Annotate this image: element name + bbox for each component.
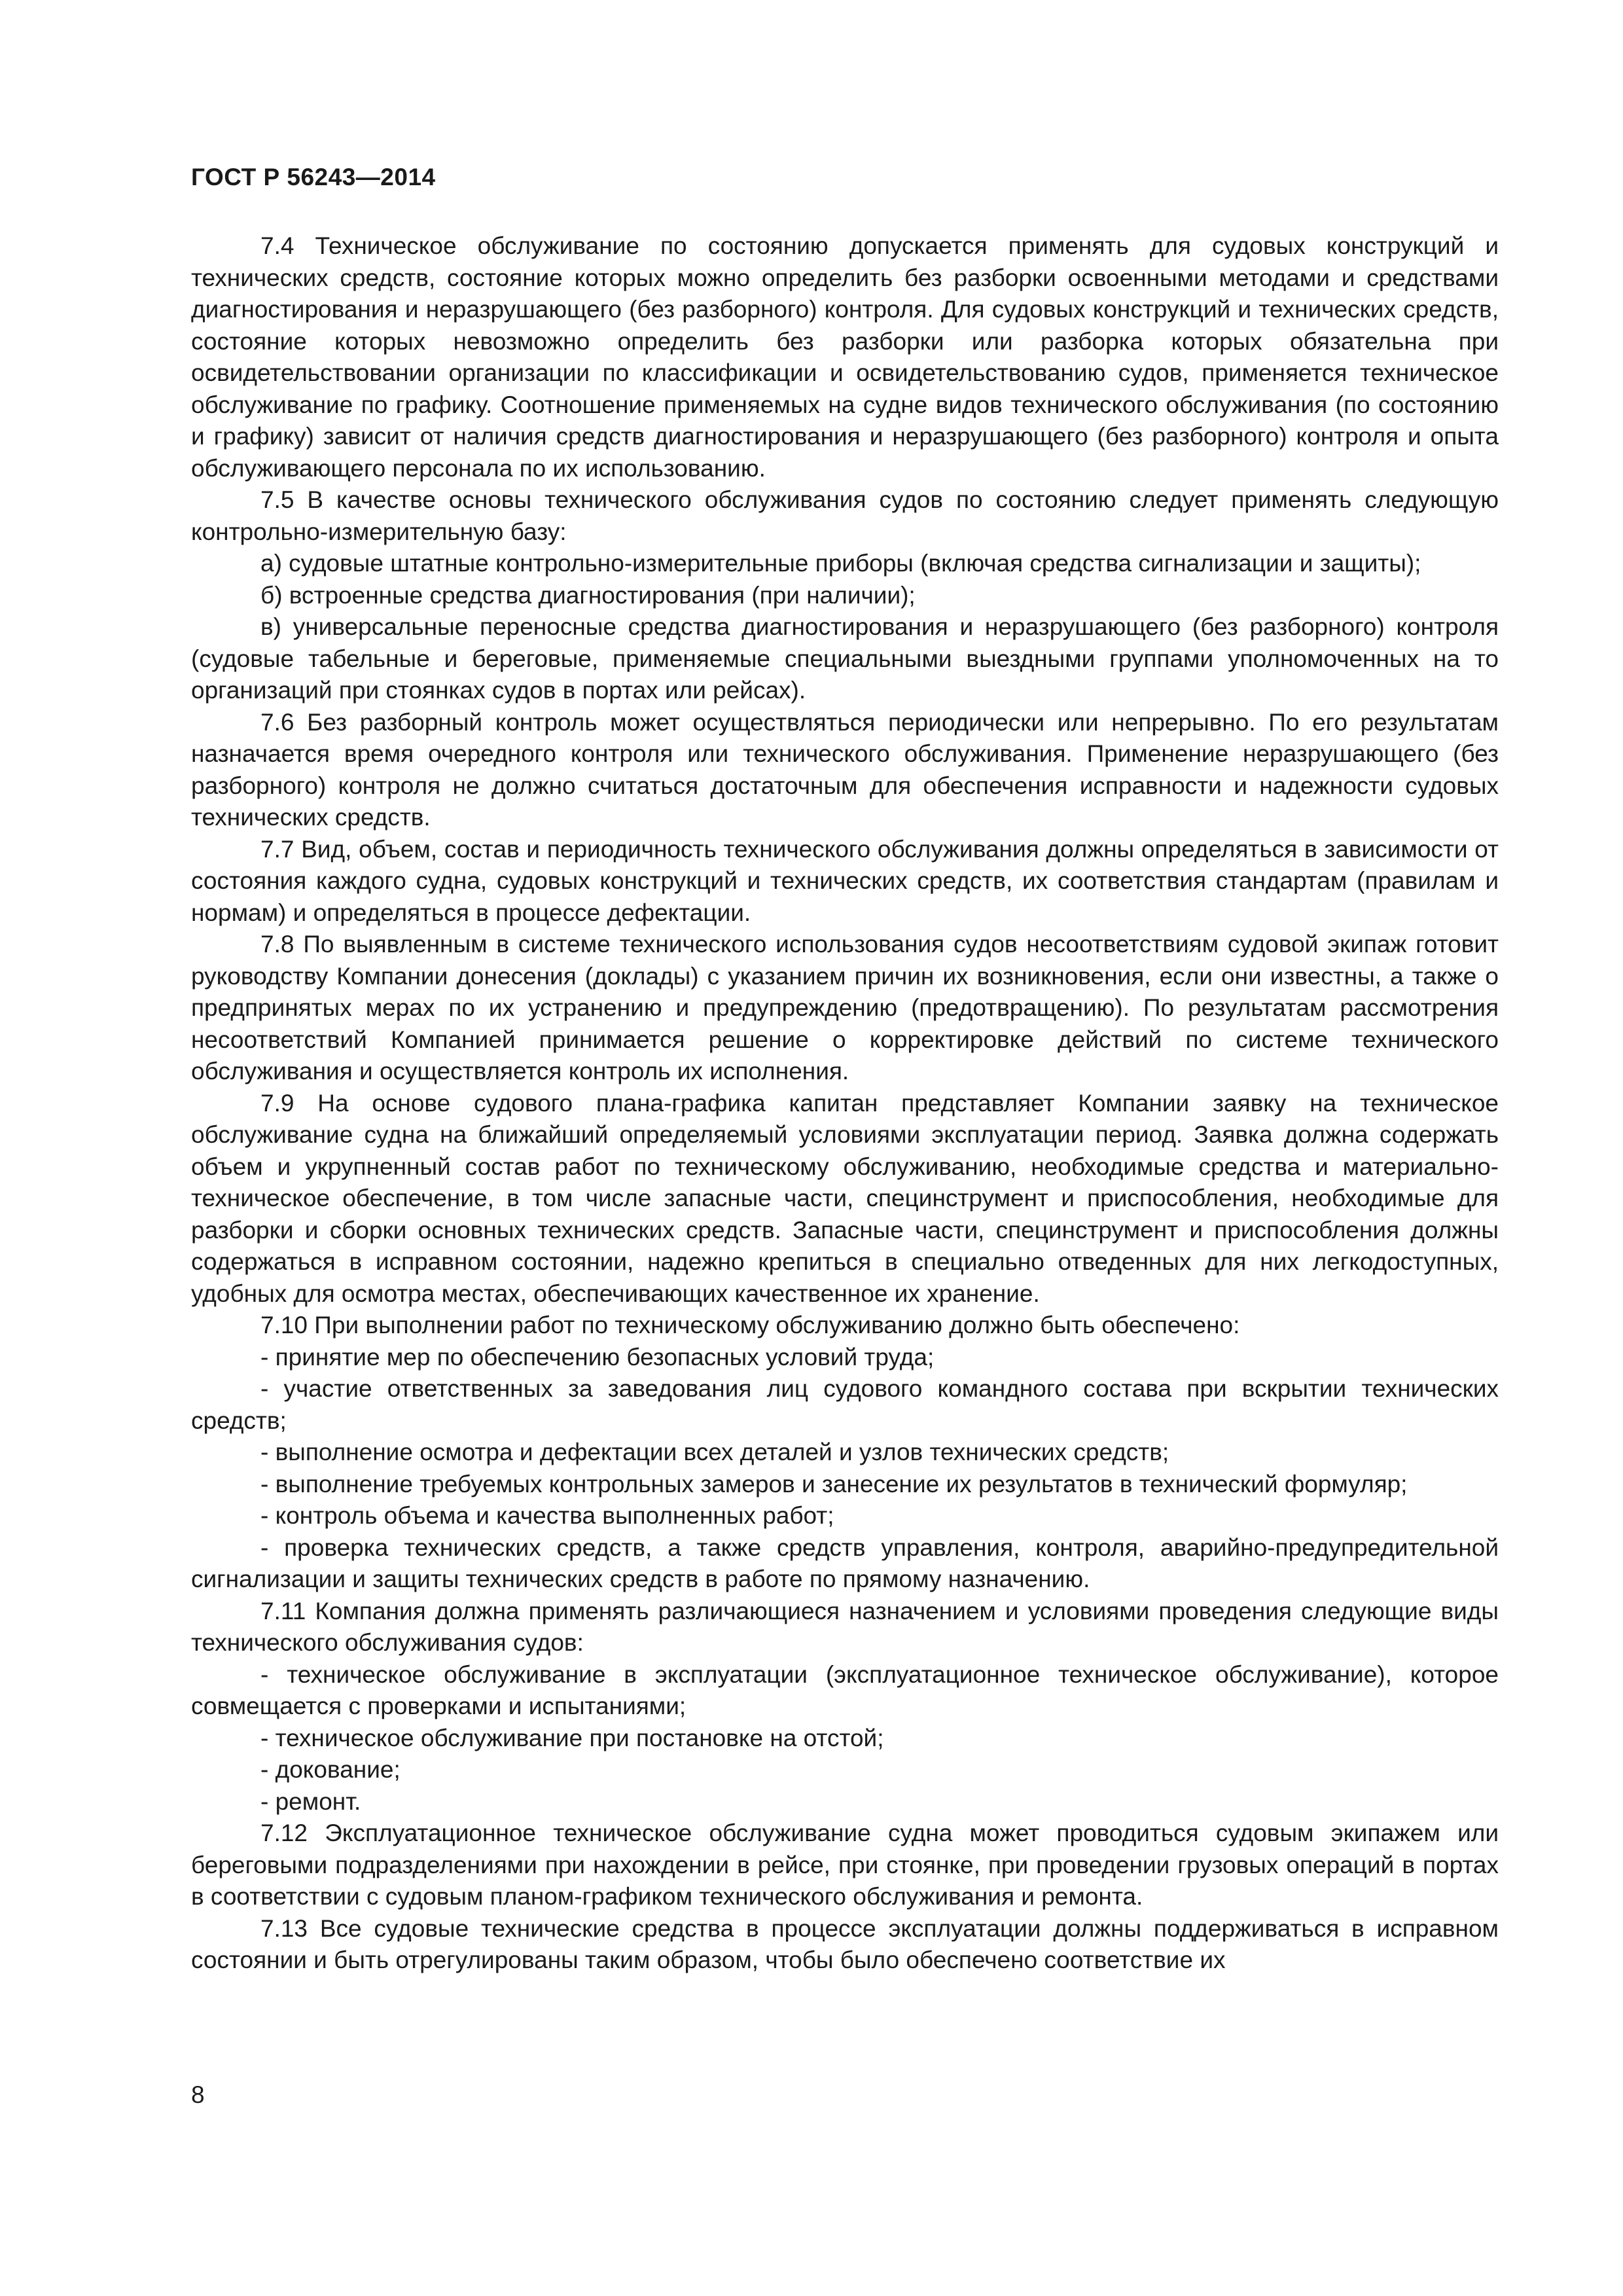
- paragraph: 7.11 Компания должна применять различающиеся назначением и условиями проведения следующие виды технического обслуживания судов:: [191, 1597, 1499, 1656]
- paragraph: - техническое обслуживание в эксплуатации (эксплуатационное техническое обслуживание), которое совмещается с проверками и испытаниями;: [191, 1660, 1499, 1719]
- paragraph: - ремонт.: [260, 1787, 361, 1815]
- paragraph: - докование;: [260, 1756, 401, 1783]
- paragraph: - выполнение осмотра и дефектации всех деталей и узлов технических средств;: [260, 1439, 1169, 1465]
- paragraph: - участие ответственных за заведования лиц судового командного состава при вскрытии технических средств;: [191, 1375, 1499, 1434]
- paragraph: а) судовые штатные контрольно-измерительные приборы (включая средства сигнализации и защиты);: [260, 550, 1421, 577]
- paragraph: - выполнение требуемых контрольных замеров и занесение их результатов в технический формуляр;: [260, 1470, 1408, 1498]
- paragraph: 7.10 При выполнении работ по техническому обслуживанию должно быть обеспечено:: [260, 1312, 1240, 1338]
- paragraph: 7.4 Техническое обслуживание по состоянию допускается применять для судовых конструкций и технических средств, состояние которых можно определить без разборки освоенными методами и средствами диагностирования и неразрушающего (без разборного) контроля. Для судовых конструкций и технических средств, состояние которых невозможно определить без разборки или разборка которых обязательна при освидетельствовании организации по классификации и освидетельствованию судов, применяется техническое обслуживание по графику. Соотношение применяемых на судне видов технического обслуживания (по состоянию и графику) зависит от наличия средств диагностирования и неразрушающего (без разборного) контроля и опыта обслуживающего персонала по их использованию.: [191, 232, 1499, 482]
- paragraph: - техническое обслуживание при постановке на отстой;: [260, 1724, 884, 1751]
- document-code-header: ГОСТ Р 56243—2014: [191, 164, 436, 190]
- paragraph: - контроль объема и качества выполненных работ;: [260, 1502, 834, 1529]
- paragraph: б) встроенные средства диагностирования (при наличии);: [260, 581, 916, 609]
- document-body: [191, 230, 1499, 1977]
- paragraph: - проверка технических средств, а также средств управления, контроля, аварийно-предупредительной сигнализации и защиты технических средств в работе по прямому назначению.: [191, 1534, 1499, 1592]
- paragraph: 7.9 На основе судового плана-графика капитан представляет Компании заявку на техническое обслуживание судна на ближайший определяемый условиями эксплуатации период. Заявка должна содержать объем и укрупненный состав работ по техническому обслуживанию, необходимые средства и материально-техническое обеспечение, в том числе запасные части, специнструмент и приспособления, необходимые для разборки и сборки основных технических средств. Запасные части, специнструмент и приспособления должны содержаться в исправном состоянии, надежно крепиться в специально отведенных для них легкодоступных, удобных для осмотра местах, обеспечивающих качественное их хранение.: [191, 1089, 1499, 1307]
- paragraph: 7.8 По выявленным в системе технического использования судов несоответствиям судовой экипаж готовит руководству Компании донесения (доклады) с указанием причин их возникновения, если они известны, а также о предпринятых мерах по их устранению и предупреждению (предотвращению). По результатам рассмотрения несоответствий Компанией принимается решение о корректировке действий по системе технического обслуживания и осуществляется контроль их исполнения.: [191, 931, 1499, 1085]
- paragraph: 7.7 Вид, объем, состав и периодичность технического обслуживания должны определяться в зависимости от состояния каждого судна, судовых конструкций и технических средств, их соответствия стандартам (правилам и нормам) и определяться в процессе дефектации.: [191, 835, 1499, 926]
- paragraph: 7.12 Эксплуатационное техническое обслуживание судна может проводиться судовым экипажем или береговыми подразделениями при нахождении в рейсе, при стоянке, при проведении грузовых операций в портах в соответствии с судовым планом-графиком технического обслуживания и ремонта.: [191, 1820, 1499, 1910]
- page-number: 8: [191, 2081, 205, 2108]
- paragraph: - принятие мер по обеспечению безопасных условий труда;: [260, 1343, 935, 1371]
- paragraph: в) универсальные переносные средства диагностирования и неразрушающего (без разборного) контроля (судовые табельные и береговые, применяемые специальными выездными группами уполномоченных на то организаций при стоянках судов в портах или рейсах).: [191, 613, 1499, 704]
- paragraph: 7.13 Все судовые технические средства в процессе эксплуатации должны поддерживаться в исправном состоянии и быть отрегулированы таким образом, чтобы было обеспечено соответствие их: [191, 1914, 1499, 1973]
- paragraph: 7.5 В качестве основы технического обслуживания судов по состоянию следует применять следующую контрольно-измерительную базу:: [191, 486, 1499, 545]
- paragraph: 7.6 Без разборный контроль может осуществляться периодически или непрерывно. По его результатам назначается время очередного контроля или технического обслуживания. Применение неразрушающего (без разборного) контроля не должно считаться достаточным для обеспечения исправности и надежности судовых технических средств.: [191, 708, 1499, 831]
